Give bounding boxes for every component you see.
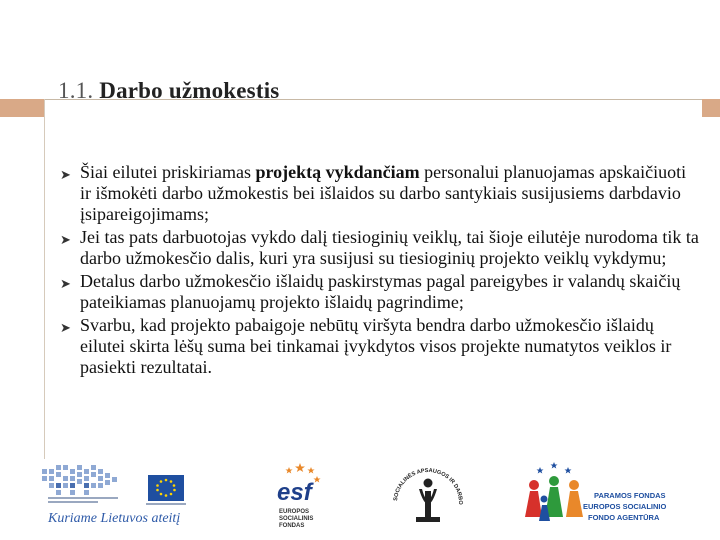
ministry-emblem-icon	[385, 459, 470, 533]
header-marker-right	[702, 99, 720, 117]
esf-agency-logo	[520, 459, 685, 533]
bullet-item	[60, 227, 700, 269]
bullet-item	[60, 162, 700, 225]
ministry-ring-text: SOCIALINĖS APSAUGOS IR DARBO	[393, 467, 464, 505]
agency-line-2: EUROPOS SOCIALINIO	[583, 502, 667, 511]
ministry-logo	[385, 459, 470, 533]
footer-logos	[0, 455, 720, 540]
arrow-bullet-icon: ➤	[60, 320, 71, 335]
title-text: Darbo užmokestis	[99, 78, 280, 103]
bullet-text: Detalus darbo užmokesčio išlaidų paskirstymas pagal pareigybes ir valandų skaičių pateikiamas planuojamų projekto išlaidų pagrindime;	[80, 271, 681, 312]
lt-slogan: Kuriame Lietuvos ateitį	[48, 511, 181, 526]
agency-line-3: FONDO AGENTŪRA	[588, 513, 660, 522]
esf-sub-2: SOCIALINIS	[279, 516, 314, 522]
arrow-bullet-icon: ➤	[60, 167, 71, 182]
agency-line-1: PARAMOS FONDAS	[594, 491, 666, 500]
lt-eu-logo	[40, 461, 195, 531]
esf-sub-1: EUROPOS	[279, 509, 310, 515]
arrow-bullet-icon: ➤	[60, 232, 71, 247]
bullet-text: Svarbu, kad projekto pabaigoje nebūtų viršyta bendra darbo užmokesčio išlaidų eilutei skirta lėšų suma bei tinkamai įvykdytos visos projekte numatytos veiklos ir pasiekti rezultatai.	[80, 315, 672, 377]
bullet-item	[60, 315, 700, 378]
bullet-item	[60, 271, 700, 313]
bullet-text-pre: Šiai eilutei priskiriamas	[80, 162, 256, 182]
arrow-bullet-icon: ➤	[60, 276, 71, 291]
left-vertical-line	[44, 99, 45, 459]
esf-logo	[275, 461, 325, 531]
bullet-text-post: personalui planuojamas apskaičiuoti ir išmokėti darbo užmokestis bei išlaidos su darbo santykiais susijusiems darbdavio įsipareigojimams;	[80, 162, 687, 224]
header-marker-left	[0, 99, 44, 117]
bullet-text: Jei tas pats darbuotojas vykdo dalį tiesioginių veiklų, tai šioje eilutėje nurodoma tik ta darbo užmokesčio dalis, kuri yra susijusi su tiesioginių projekto veiklų vykdymu;	[80, 227, 699, 268]
esf-wordmark: esf	[277, 479, 312, 506]
slide-title	[58, 78, 279, 104]
agency-people-icon	[520, 459, 590, 533]
esf-sub-3: FONDAS	[279, 523, 305, 529]
bullet-list	[60, 162, 700, 380]
bullet-text-strong: projektą vykdančiam	[255, 162, 420, 182]
title-number: 1.1.	[58, 78, 94, 103]
